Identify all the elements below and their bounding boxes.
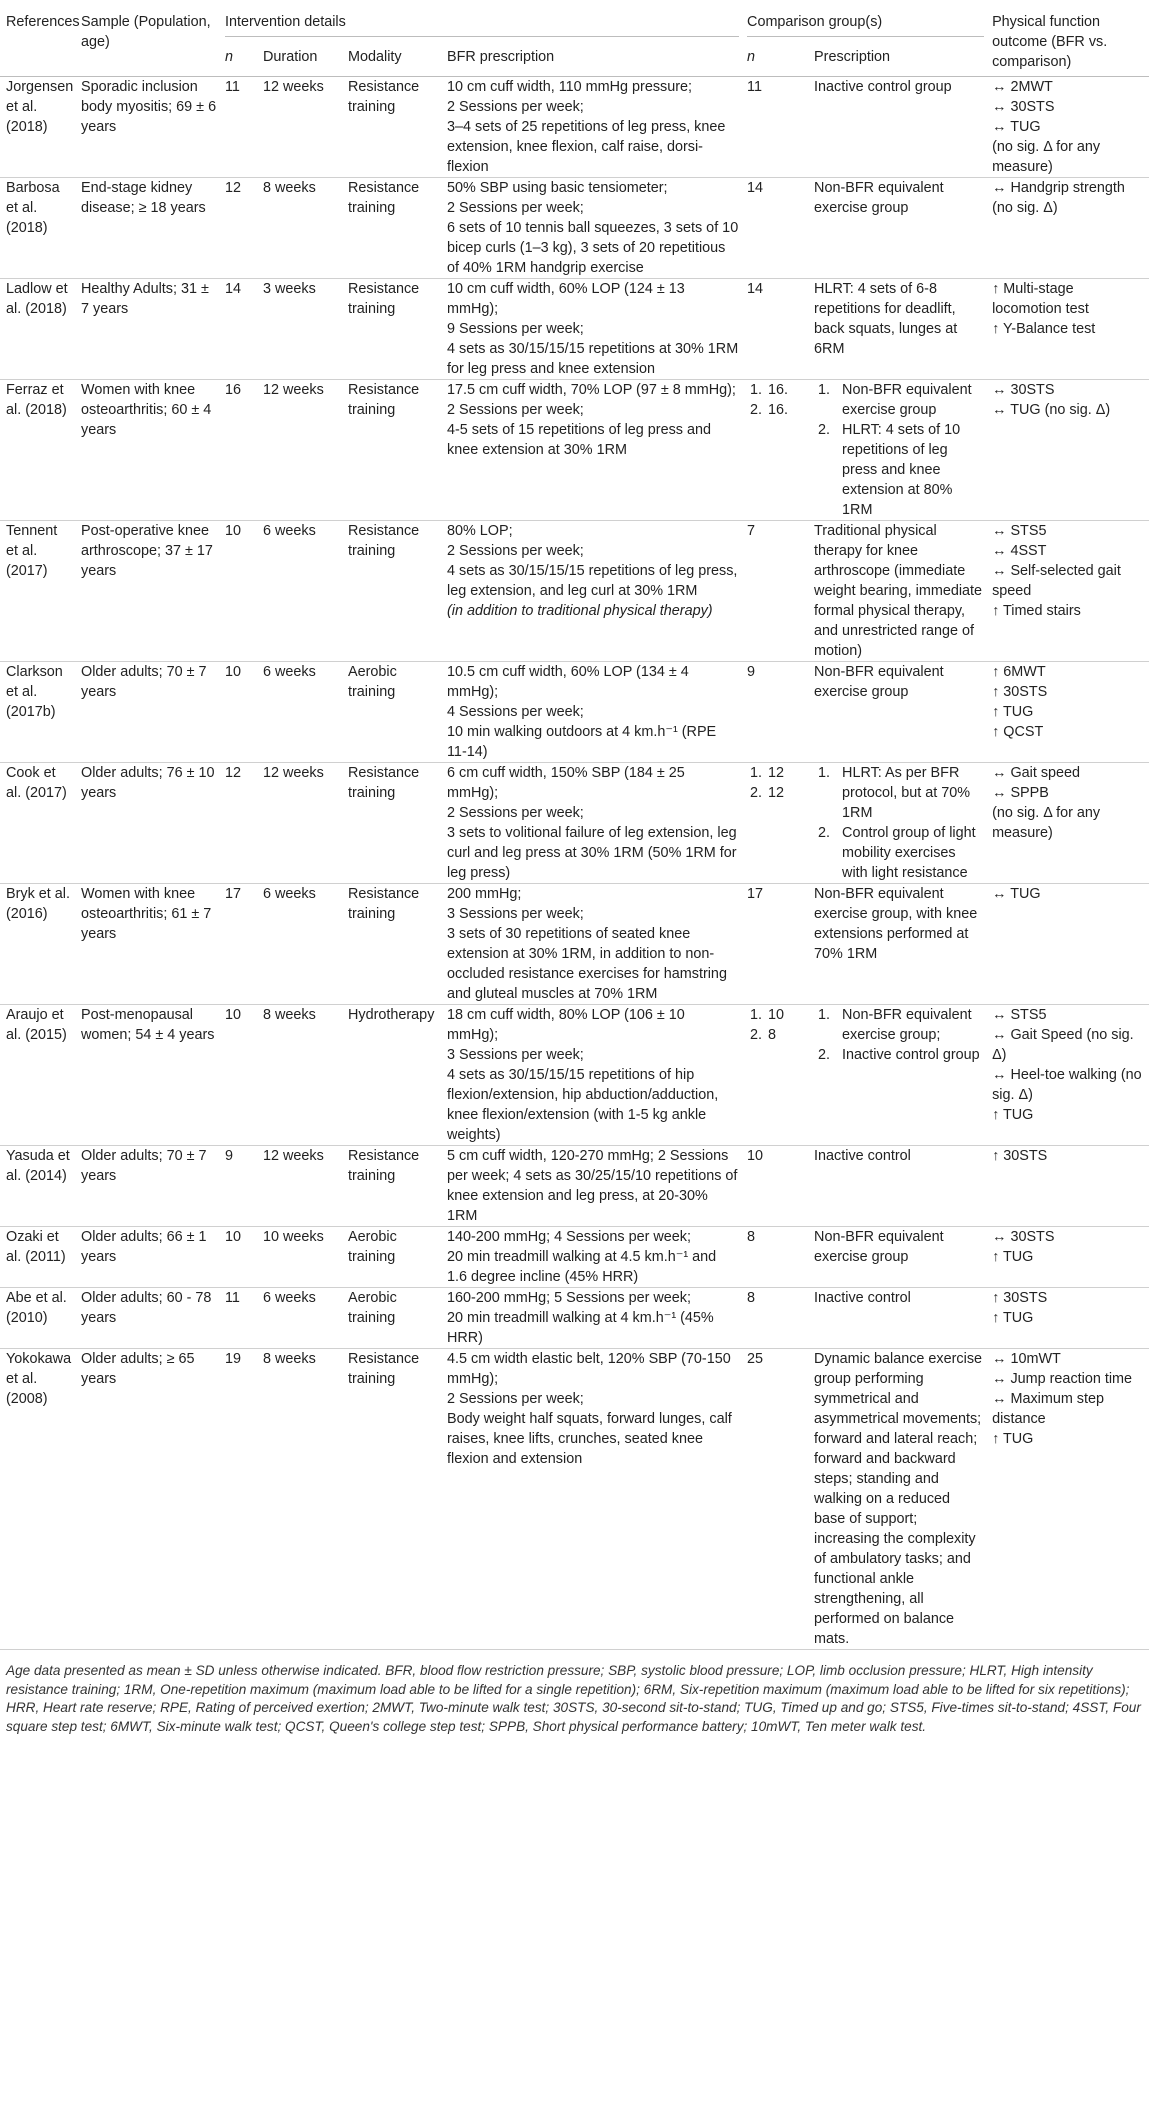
bfr-prescription-cell (441, 279, 741, 380)
comparison-n-cell: 8 (747, 1290, 756, 1306)
comparison-n-cell: 17 (747, 886, 764, 902)
bfr-line: 2 Sessions per week; (447, 805, 584, 821)
comparison-n-cell: 10 (747, 1148, 764, 1164)
outcome-line: ↔ 30STS (992, 1229, 1055, 1245)
outcome-line: ↔ TUG (992, 886, 1041, 902)
outcome-line: ↔ Gait Speed (no sig. Δ) (992, 1027, 1134, 1063)
table-header (0, 0, 1149, 77)
modality-cell: Resistance training (348, 1351, 420, 1387)
bfr-prescription-cell (441, 1288, 741, 1349)
comparison-n-cell: 14 (747, 281, 764, 297)
comparison-prescription-cell: Non-BFR equivalent exercise group, with knee extensions performed at 70% 1RM (814, 886, 978, 962)
outcome-line: (no sig. Δ for any measure) (992, 805, 1101, 841)
bfr-line: 3 Sessions per week; (447, 1047, 584, 1063)
outcome-line: ↔ STS5 (992, 523, 1047, 539)
comparison-prescription-item: 1. HLRT: As per BFR protocol, but at 70% 1RM (834, 763, 984, 823)
sample-cell: Healthy Adults; 31 ± 7 years (81, 281, 209, 317)
comparison-prescription-cell (808, 763, 986, 884)
n-cell: 19 (225, 1351, 242, 1367)
comparison-prescription-cell: Dynamic balance exercise group performing symmetrical and asymmetrical movements; forward and lateral reach; forward and backward steps; standing and walking on a reduced base of support; increasing the complexity of ambulatory tasks; and functional ankle strengthening, all performed on balance mats. (814, 1351, 983, 1647)
outcome-line: ↑ TUG (992, 704, 1034, 720)
bfr-line: 4 sets as 30/15/15/15 repetitions of leg press, leg extension, and leg curl at 30% 1RM (447, 563, 738, 599)
duration-cell: 6 weeks (263, 664, 316, 680)
reference-cell: Yokokawa et al. (2008) (6, 1351, 72, 1407)
outcome-line: ↔ Jump reaction time (992, 1371, 1133, 1387)
comparison-n-cell: 14 (747, 180, 764, 196)
table-row (0, 1349, 1149, 1650)
outcome-line: ↑ TUG (992, 1107, 1034, 1123)
comparison-prescription-cell: Traditional physical therapy for knee arthroscope (immediate weight bearing, immediate formal physical therapy, and unrestricted range of motion) (814, 523, 983, 659)
comparison-n-item: 1. 10 (766, 1005, 806, 1025)
bfr-line: 3–4 sets of 25 repetitions of leg press, knee extension, knee flexion, calf raise, dorsi-flexion (447, 119, 726, 175)
reference-cell: Abe et al. (2010) (6, 1290, 67, 1326)
bfr-line: 140-200 mmHg; 4 Sessions per week; (447, 1229, 691, 1245)
comparison-n-cell: 25 (747, 1351, 764, 1367)
table-row (0, 380, 1149, 521)
bfr-prescription-cell (441, 380, 741, 521)
outcome-line: ↔ Heel-toe walking (no sig. Δ) (992, 1067, 1142, 1103)
duration-cell: 8 weeks (263, 180, 316, 196)
bfr-note: (in addition to traditional physical therapy) (447, 603, 713, 619)
bfr-line: 10 min walking outdoors at 4 km.h⁻¹ (RPE 11-14) (447, 724, 717, 760)
modality-cell: Resistance training (348, 281, 420, 317)
duration-cell: 8 weeks (263, 1351, 316, 1367)
bfr-line: 2 Sessions per week; (447, 99, 584, 115)
sample-cell: Older adults; 70 ± 7 years (81, 1148, 207, 1184)
sample-cell: Post-menopausal women; 54 ± 4 years (81, 1007, 215, 1043)
comparison-n-item: 1. 16. (766, 380, 806, 400)
bfr-line: 80% LOP; (447, 523, 513, 539)
reference-cell: Jorgensen et al. (2018) (6, 79, 74, 135)
bfr-line: 3 sets of 30 repetitions of seated knee extension at 30% 1RM, in addition to non-occluded resistance exercises for hamstring and gluteal muscles at 70% 1RM (447, 926, 727, 1002)
bfr-line: 5 cm cuff width, 120-270 mmHg; 2 Sessions per week; 4 sets as 30/25/15/10 repetitions of knee extension and leg press, at 20-30% 1RM (447, 1148, 738, 1224)
outcome-cell (986, 380, 1149, 521)
modality-cell: Aerobic training (348, 1290, 397, 1326)
header-bfr-prescription: BFR prescription (447, 48, 555, 65)
n-cell: 17 (225, 886, 242, 902)
outcome-cell (986, 178, 1149, 279)
n-cell: 10 (225, 664, 242, 680)
comparison-n-cell: 8 (747, 1229, 756, 1245)
bfr-line: 2 Sessions per week; (447, 543, 584, 559)
n-cell: 10 (225, 1229, 242, 1245)
duration-cell: 12 weeks (263, 79, 324, 95)
outcome-cell (986, 662, 1149, 763)
bfr-line: 10.5 cm cuff width, 60% LOP (134 ± 4 mmHg); (447, 664, 689, 700)
header-outcome: Physical function outcome (BFR vs. comparison) (992, 14, 1108, 70)
modality-cell: Resistance training (348, 382, 420, 418)
duration-cell: 10 weeks (263, 1229, 324, 1245)
header-intervention-details: Intervention details (219, 0, 741, 43)
outcome-line: ↔ TUG (no sig. Δ) (992, 402, 1111, 418)
outcome-line: ↔ Self-selected gait speed (992, 563, 1121, 599)
comparison-prescription-cell: Inactive control group (814, 79, 952, 95)
comparison-prescription-cell: HLRT: 4 sets of 6-8 repetitions for deadlift, back squats, lunges at 6RM (814, 281, 958, 357)
comparison-n-cell: 11 (747, 79, 762, 95)
bfr-prescription-cell (441, 178, 741, 279)
comparison-n-cell (741, 380, 808, 521)
outcome-cell (986, 279, 1149, 380)
bfr-line: Body weight half squats, forward lunges, calf raises, knee lifts, crunches, seated knee flexion and extension (447, 1411, 732, 1467)
bfr-line: 4.5 cm width elastic belt, 120% SBP (70-150 mmHg); (447, 1351, 731, 1387)
reference-cell: Tennent et al. (2017) (6, 523, 58, 579)
n-cell: 16 (225, 382, 242, 398)
table-footnote: Age data presented as mean ± SD unless otherwise indicated. BFR, blood flow restriction pressure; SBP, systolic blood pressure; LOP, limb occlusion pressure; HLRT, High intensity resistance training; 1RM, One-repetition maximum (maximum load able to be lifted for a single repetition); 6RM, Six-repetition maximum (maximum load able to be lifted for six repetitions); HRR, Heart rate reserve; RPE, Rating of perceived exertion; 2MWT, Two-minute walk test; 30STS, 30-second sit-to-stand; TUG, Timed up and go; STS5, Five-times sit-to-stand; 4SST, Four square step test; 6MWT, Six-minute walk test; QCST, Queen's college step test; SPPB, Short physical performance battery; 10mWT, Ten meter walk test. (6, 1663, 1141, 1734)
duration-cell: 8 weeks (263, 1007, 316, 1023)
bfr-prescription-cell (441, 763, 741, 884)
outcome-line: ↑ Y-Balance test (992, 321, 1096, 337)
comparison-n-item: 1. 12 (766, 763, 806, 783)
header-prescription: Prescription (814, 48, 891, 65)
modality-cell: Resistance training (348, 79, 420, 115)
outcome-line: ↑ TUG (992, 1431, 1034, 1447)
bfr-line: 160-200 mmHg; 5 Sessions per week; (447, 1290, 691, 1306)
outcome-line: ↔ 10mWT (992, 1351, 1061, 1367)
reference-cell: Bryk et al. (2016) (6, 886, 70, 922)
n-cell: 12 (225, 765, 242, 781)
comparison-prescription-item: 2. Control group of light mobility exercises with light resistance (834, 823, 984, 883)
outcome-line: ↑ 30STS (992, 1148, 1048, 1164)
outcome-line: ↔ 30STS (992, 382, 1055, 398)
duration-cell: 12 weeks (263, 1148, 324, 1164)
bfr-prescription-cell (441, 77, 741, 178)
table-row (0, 279, 1149, 380)
modality-cell: Resistance training (348, 523, 420, 559)
bfr-line: 200 mmHg; (447, 886, 522, 902)
duration-cell: 6 weeks (263, 523, 316, 539)
comparison-prescription-cell: Non-BFR equivalent exercise group (814, 1229, 944, 1265)
sample-cell: Older adults; 70 ± 7 years (81, 664, 207, 700)
outcome-line: (no sig. Δ for any measure) (992, 139, 1101, 175)
outcome-cell (986, 1005, 1149, 1146)
bfr-line: 50% SBP using basic tensiometer; (447, 180, 668, 196)
duration-cell: 6 weeks (263, 1290, 316, 1306)
modality-cell: Hydrotherapy (348, 1007, 435, 1023)
outcome-line: ↔ STS5 (992, 1007, 1047, 1023)
table-row (0, 1005, 1149, 1146)
reference-cell: Ladlow et al. (2018) (6, 281, 68, 317)
comparison-prescription-item: 2. Inactive control group (834, 1045, 984, 1065)
outcome-line: ↔ TUG (992, 119, 1041, 135)
table-row (0, 1227, 1149, 1288)
comparison-n-item: 2. 12 (766, 783, 806, 803)
comparison-n-item: 2. 16. (766, 400, 806, 420)
bfr-line: 4 sets as 30/15/15/15 repetitions of hip flexion/extension, hip abduction/adduction, knee flexion/extension (with 1-5 kg ankle weights) (447, 1067, 719, 1143)
sample-cell: Older adults; 60 - 78 years (81, 1290, 212, 1326)
n-cell: 11 (225, 79, 240, 95)
bfr-line: 4 sets as 30/15/15/15 repetitions at 30% 1RM for leg press and knee extension (447, 341, 739, 377)
modality-cell: Aerobic training (348, 1229, 397, 1265)
bfr-prescription-cell (441, 1227, 741, 1288)
sample-cell: End-stage kidney disease; ≥ 18 years (81, 180, 206, 216)
table-row (0, 178, 1149, 279)
table-row (0, 521, 1149, 662)
outcome-cell (986, 763, 1149, 884)
sample-cell: Older adults; ≥ 65 years (81, 1351, 195, 1387)
bfr-prescription-cell (441, 1005, 741, 1146)
outcome-line: ↑ Timed stairs (992, 603, 1081, 619)
outcome-line: ↑ 6MWT (992, 664, 1046, 680)
modality-cell: Aerobic training (348, 664, 397, 700)
modality-cell: Resistance training (348, 180, 420, 216)
outcome-line: ↔ 4SST (992, 543, 1047, 559)
bfr-line: 10 cm cuff width, 60% LOP (124 ± 13 mmHg); (447, 281, 685, 317)
n-cell: 10 (225, 523, 242, 539)
reference-cell: Cook et al. (2017) (6, 765, 67, 801)
duration-cell: 12 weeks (263, 382, 324, 398)
bfr-line: 6 sets of 10 tennis ball squeezes, 3 sets of 10 bicep curls (1–3 kg), 3 sets of 20 repetitious of 40% 1RM handgrip exercise (447, 220, 739, 276)
comparison-n-cell: 9 (747, 664, 756, 680)
comparison-prescription-cell (808, 1005, 986, 1146)
n-cell: 14 (225, 281, 242, 297)
bfr-line: 17.5 cm cuff width, 70% LOP (97 ± 8 mmHg); (447, 382, 736, 398)
bfr-line: 18 cm cuff width, 80% LOP (106 ± 10 mmHg); (447, 1007, 685, 1043)
table-row (0, 662, 1149, 763)
bfr-line: 3 Sessions per week; (447, 906, 584, 922)
bfr-prescription-cell (441, 662, 741, 763)
bfr-line: 2 Sessions per week; (447, 200, 584, 216)
table-row (0, 77, 1149, 178)
comparison-prescription-cell: Inactive control (814, 1148, 911, 1164)
table-row (0, 763, 1149, 884)
comparison-prescription-cell: Non-BFR equivalent exercise group (814, 664, 944, 700)
bfr-prescription-cell (441, 521, 741, 662)
reference-cell: Clarkson et al. (2017b) (6, 664, 63, 720)
bfr-line: 6 cm cuff width, 150% SBP (184 ± 25 mmHg); (447, 765, 685, 801)
reference-cell: Ozaki et al. (2011) (6, 1229, 66, 1265)
bfr-line: 9 Sessions per week; (447, 321, 584, 337)
table-body (0, 77, 1149, 1650)
bfr-line: 20 min treadmill walking at 4.5 km.h⁻¹ and 1.6 degree incline (45% HRR) (447, 1249, 717, 1285)
comparison-n-cell (741, 1005, 808, 1146)
outcome-line: ↔ 2MWT (992, 79, 1053, 95)
bfr-line: 4-5 sets of 15 repetitions of leg press and knee extension at 30% 1RM (447, 422, 711, 458)
header-duration: Duration (263, 48, 318, 65)
sample-cell: Women with knee osteoarthritis; 60 ± 4 years (81, 382, 212, 438)
outcome-cell (986, 521, 1149, 662)
outcome-cell (986, 1227, 1149, 1288)
outcome-cell (986, 77, 1149, 178)
header-sample: Sample (Population, age) (81, 14, 211, 50)
n-cell: 10 (225, 1007, 242, 1023)
outcome-cell (986, 1146, 1149, 1227)
outcome-line: ↔ SPPB (992, 785, 1049, 801)
comparison-n-cell (741, 763, 808, 884)
bfr-line: 2 Sessions per week; (447, 402, 584, 418)
outcome-line: ↔ Maximum step distance (992, 1391, 1105, 1427)
duration-cell: 3 weeks (263, 281, 316, 297)
outcome-line: ↑ 30STS (992, 684, 1048, 700)
comparison-prescription-item: 2. HLRT: 4 sets of 10 repetitions of leg press and knee extension at 80% 1RM (834, 420, 984, 520)
sample-cell: Older adults; 66 ± 1 years (81, 1229, 207, 1265)
bfr-prescription-cell (441, 884, 741, 1005)
n-cell: 12 (225, 180, 242, 196)
table-row (0, 1146, 1149, 1227)
bfr-line: 4 Sessions per week; (447, 704, 584, 720)
outcome-line: ↑ TUG (992, 1249, 1034, 1265)
outcome-cell (986, 1349, 1149, 1650)
n-cell: 9 (225, 1148, 234, 1164)
table-row (0, 884, 1149, 1005)
bfr-line: 3 sets to volitional failure of leg extension, leg curl and leg press at 30% 1RM (50% 1RM for leg press) (447, 825, 737, 881)
header-references: References (6, 14, 80, 30)
outcome-line: ↑ QCST (992, 724, 1044, 740)
header-n: n (225, 48, 234, 65)
outcome-cell (986, 1288, 1149, 1349)
comparison-prescription-cell: Non-BFR equivalent exercise group (814, 180, 944, 216)
bfr-line: 2 Sessions per week; (447, 1391, 584, 1407)
table-row (0, 1288, 1149, 1349)
outcome-line: ↔ Gait speed (992, 765, 1081, 781)
bfr-prescription-cell (441, 1349, 741, 1650)
bfr-line: 10 cm cuff width, 110 mmHg pressure; (447, 79, 693, 95)
reference-cell: Yasuda et al. (2014) (6, 1148, 70, 1184)
sample-cell: Post-operative knee arthroscope; 37 ± 17 years (81, 523, 213, 579)
outcome-line: ↑ 30STS (992, 1290, 1048, 1306)
bfr-prescription-cell (441, 1146, 741, 1227)
reference-cell: Ferraz et al. (2018) (6, 382, 67, 418)
outcome-line: ↑ Multi-stage locomotion test (992, 281, 1089, 317)
modality-cell: Resistance training (348, 886, 420, 922)
header-modality: Modality (348, 48, 402, 65)
modality-cell: Resistance training (348, 1148, 420, 1184)
outcome-line: ↑ TUG (992, 1310, 1034, 1326)
n-cell: 11 (225, 1290, 240, 1306)
outcome-line: ↔ Handgrip strength (no sig. Δ) (992, 180, 1125, 216)
sample-cell: Older adults; 76 ± 10 years (81, 765, 215, 801)
comparison-prescription-cell: Inactive control (814, 1290, 911, 1306)
modality-cell: Resistance training (348, 765, 420, 801)
reference-cell: Barbosa et al. (2018) (6, 180, 60, 236)
comparison-prescription-cell (808, 380, 986, 521)
header-comparison-groups: Comparison group(s) (741, 0, 986, 43)
comparison-n-item: 2. 8 (766, 1025, 806, 1045)
bfr-line: 20 min treadmill walking at 4 km.h⁻¹ (45% HRR) (447, 1310, 714, 1346)
outcome-cell (986, 884, 1149, 1005)
duration-cell: 6 weeks (263, 886, 316, 902)
duration-cell: 12 weeks (263, 765, 324, 781)
comparison-prescription-item: 1. Non-BFR equivalent exercise group (834, 380, 984, 420)
header-comparison-n: n (747, 48, 756, 65)
sample-cell: Women with knee osteoarthritis; 61 ± 7 years (81, 886, 212, 942)
outcome-line: ↔ 30STS (992, 99, 1055, 115)
comparison-prescription-item: 1. Non-BFR equivalent exercise group; (834, 1005, 984, 1045)
reference-cell: Araujo et al. (2015) (6, 1007, 67, 1043)
sample-cell: Sporadic inclusion body myositis; 69 ± 6 years (81, 79, 217, 135)
comparison-n-cell: 7 (747, 523, 756, 539)
